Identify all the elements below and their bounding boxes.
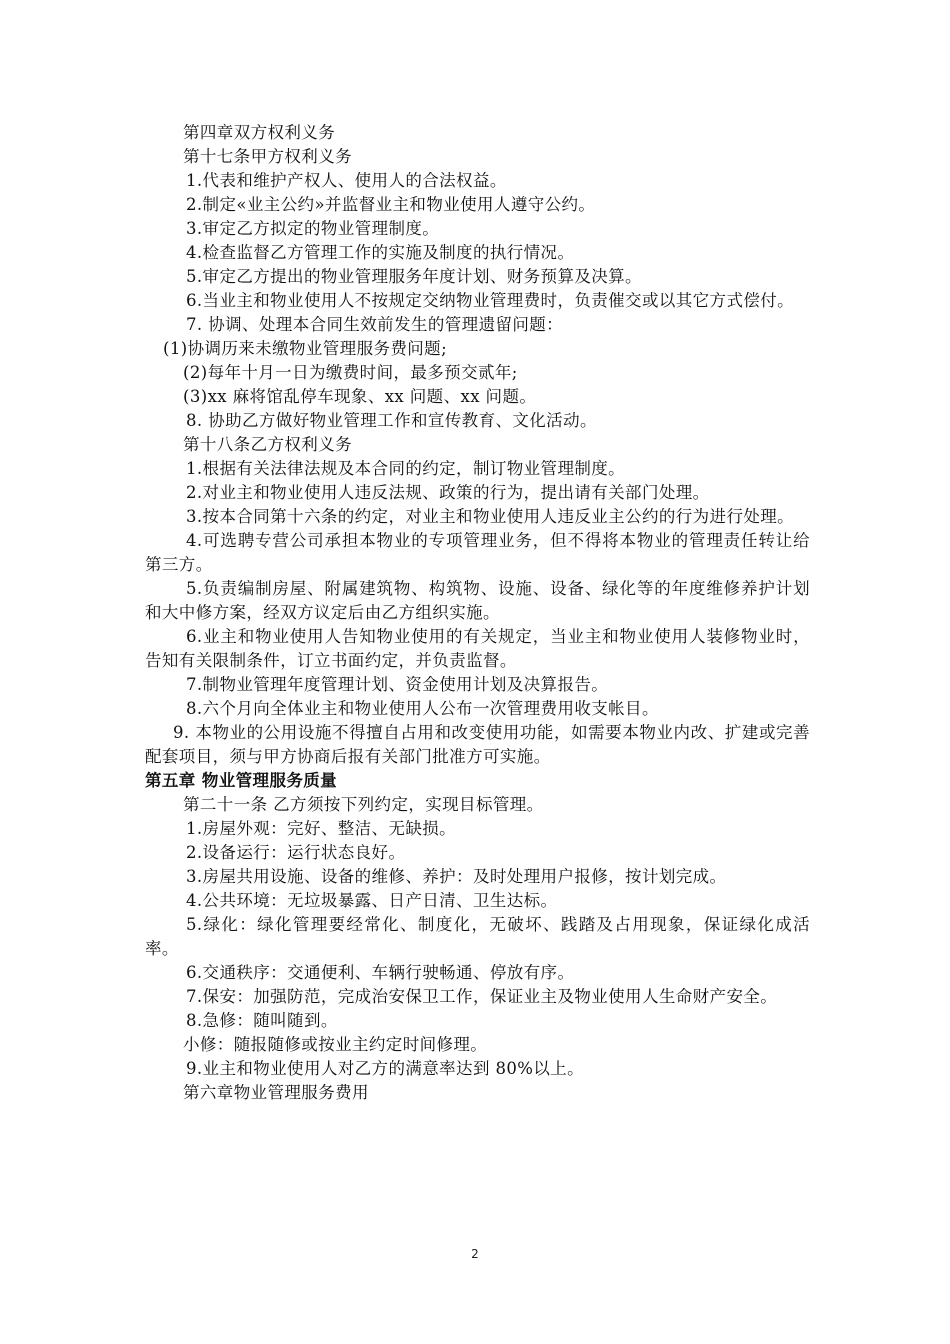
paragraph-line: 3.房屋共用设施、设备的维修、养护：及时处理用户报修，按计划完成。 (186, 867, 727, 886)
paragraph-line: 小修：随报随修或按业主约定时间修理。 (183, 1035, 488, 1054)
paragraph-line: 2.设备运行：运行状态良好。 (186, 843, 406, 862)
paragraph-line: 6.业主和物业使用人告知物业使用的有关规定，当业主和物业使用人装修物业时，告知有关限制条件，订立书面约定，并负责监督。 (145, 627, 810, 670)
document-body (145, 121, 810, 1105)
paragraph-line: 8.急修：随叫随到。 (186, 1011, 338, 1030)
paragraph-line: 第二十一条 乙方须按下列约定，实现目标管理。 (183, 795, 544, 814)
paragraph-line: 4.检查监督乙方管理工作的实施及制度的执行情况。 (186, 243, 575, 262)
paragraph-line: 1.代表和维护产权人、使用人的合法权益。 (186, 171, 507, 190)
paragraph-line: 7.制物业管理年度管理计划、资金使用计划及决算报告。 (186, 675, 609, 694)
paragraph-line: 第四章双方权利义务 (183, 123, 336, 142)
paragraph-line: 1.根据有关法律法规及本合同的约定，制订物业管理制度。 (186, 459, 626, 478)
paragraph-line: (1)协调历来未缴物业管理服务费问题; (163, 339, 448, 358)
paragraph-line: 1.房屋外观：完好、整洁、无缺损。 (186, 819, 457, 838)
paragraph-line: 第十七条甲方权利义务 (183, 147, 352, 166)
paragraph-line: 7.保安：加强防范，完成治安保卫工作，保证业主及物业使用人生命财产安全。 (186, 987, 778, 1006)
paragraph-line: 5.负责编制房屋、附属建筑物、构筑物、设施、设备、绿化等的年度维修养护计划和大中修方案，经双方议定后由乙方组织实施。 (145, 579, 810, 622)
paragraph-line: 9. 本物业的公用设施不得擅自占用和改变使用功能，如需要本物业内改、扩建或完善配套项目，须与甲方协商后报有关部门批准方可实施。 (145, 723, 810, 766)
paragraph-line: 7. 协调、处理本合同生效前发生的管理遗留问题： (186, 315, 564, 334)
paragraph-line: 9.业主和物业使用人对乙方的满意率达到 80%以上。 (186, 1059, 585, 1078)
paragraph-line: 第十八条乙方权利义务 (183, 435, 352, 454)
paragraph-line: 6.交通秩序：交通便利、车辆行驶畅通、停放有序。 (186, 963, 575, 982)
paragraph-line: 6.当业主和物业使用人不按规定交纳物业管理费时，负责催交或以其它方式偿付。 (186, 291, 795, 310)
paragraph-line: 2.对业主和物业使用人违反法规、政策的行为，提出请有关部门处理。 (186, 483, 710, 502)
paragraph-line: 2.制定«业主公约»并监督业主和物业使用人遵守公约。 (186, 195, 596, 214)
paragraph-line: 3.审定乙方拟定的物业管理制度。 (186, 219, 440, 238)
paragraph-line: 5.审定乙方提出的物业管理服务年度计划、财务预算及决算。 (186, 267, 642, 286)
paragraph-line: 第六章物业管理服务费用 (183, 1083, 369, 1102)
chapter-heading: 第五章 物业管理服务质量 (145, 771, 338, 790)
paragraph-line: (2)每年十月一日为缴费时间，最多预交贰年; (183, 363, 518, 382)
paragraph-line: 5.绿化：绿化管理要经常化、制度化，无破坏、践踏及占用现象，保证绿化成活率。 (145, 915, 810, 958)
paragraph-line: 8. 协助乙方做好物业管理工作和宣传教育、文化活动。 (186, 411, 597, 430)
paragraph-line: 8.六个月向全体业主和物业使用人公布一次管理费用收支帐目。 (186, 699, 659, 718)
paragraph-line: 4.公共环境：无垃圾暴露、日产日清、卫生达标。 (186, 891, 558, 910)
paragraph-line: (3)xx 麻将馆乱停车现象、xx 问题、xx 问题。 (183, 387, 537, 406)
paragraph-line: 4.可选聘专营公司承担本物业的专项管理业务，但不得将本物业的管理责任转让给第三方。 (145, 531, 810, 574)
paragraph-line: 3.按本合同第十六条的约定，对业主和物业使用人违反业主公约的行为进行处理。 (186, 507, 795, 526)
page-number: 2 (471, 1247, 479, 1261)
